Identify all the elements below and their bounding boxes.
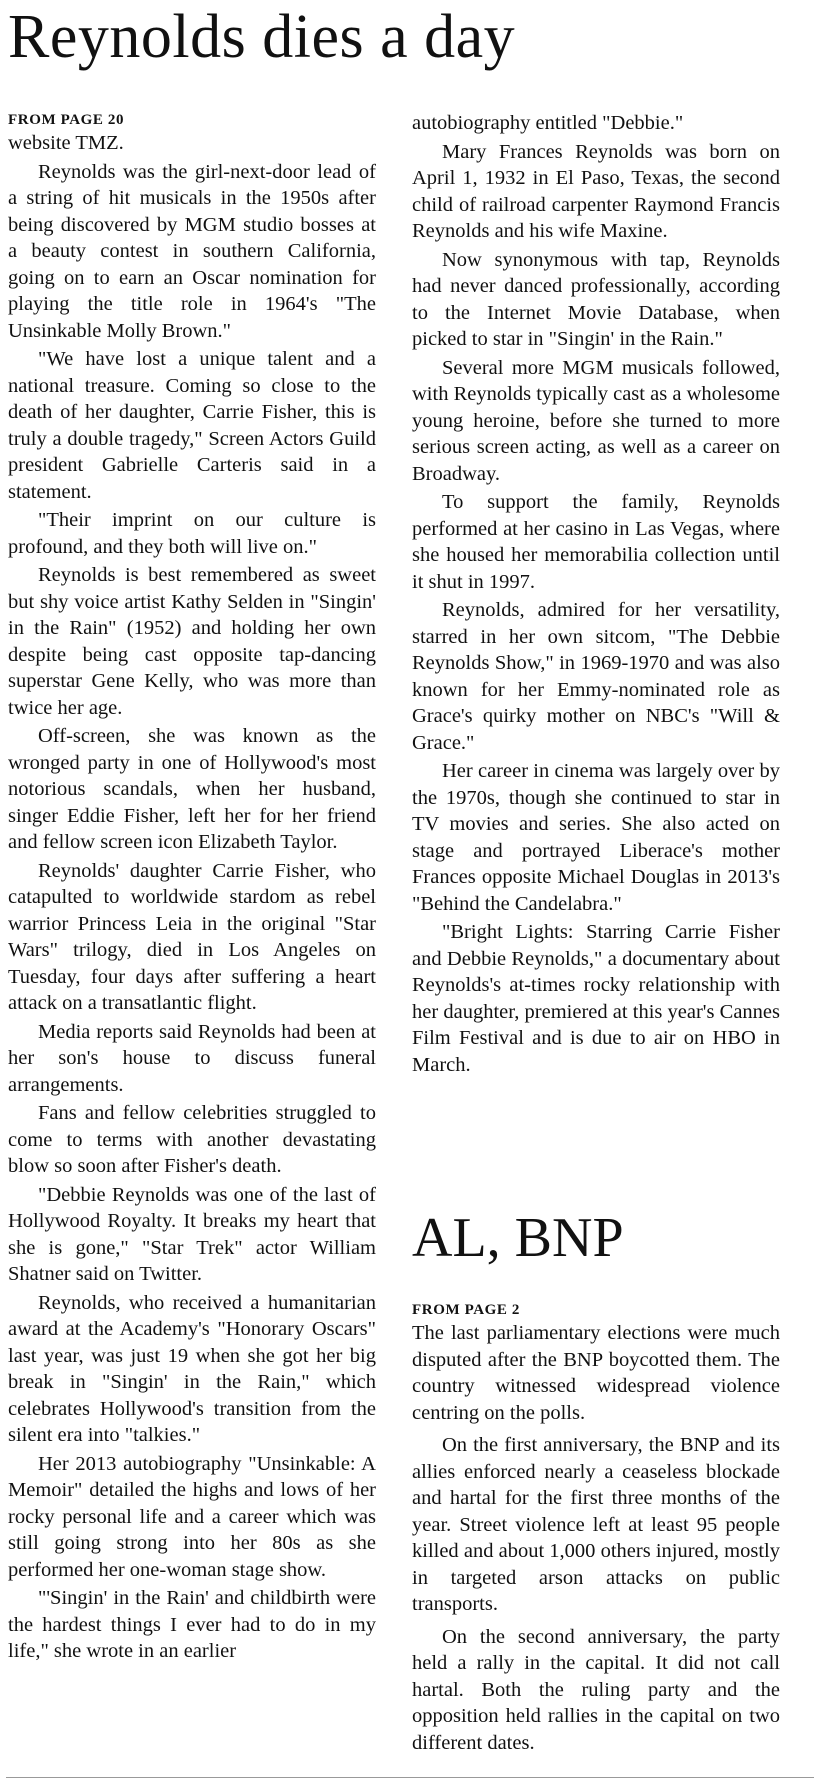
- headline-reynolds: Reynolds dies a day: [8, 3, 516, 71]
- headline-al-bnp: AL, BNP: [412, 1207, 624, 1269]
- paragraph: Reynolds' daughter Carrie Fisher, who catapulted to worldwide stardom as rebel warrior Princess Leia in the original "Star Wars" trilogy, died in Los Angeles on Tuesday, four days after suffering a heart attack on a transatlantic flight.: [8, 859, 376, 1014]
- paragraph: "Debbie Reynolds was one of the last of Hollywood Royalty. It breaks my heart that she is gone," "Star Trek" actor William Shatner said on Twitter.: [8, 1183, 376, 1285]
- paragraph: Reynolds, admired for her versatility, starred in her own sitcom, "The Debbie Reynolds Show," in 1969-1970 and was also known for her Emmy-nominated role as Grace's quirky mother on NBC's "Will & Grace.": [412, 599, 780, 754]
- paragraph: On the second anniversary, the party held a rally in the capital. It did not call hartal. Both the ruling party and the opposition held rallies in the capital on two different dates.: [412, 1625, 780, 1754]
- paragraph: autobiography entitled "Debbie.": [412, 112, 684, 134]
- paragraph: Several more MGM musicals followed, with Reynolds typically cast as a wholesome young heroine, before she turned to more serious screen acting, as well as a career on Broadway.: [412, 356, 780, 485]
- paragraph: Off-screen, she was known as the wronged party in one of Hollywood's most notorious scandals, when her husband, singer Eddie Fisher, left her for her friend and fellow screen icon Elizabeth Taylor.: [8, 725, 376, 853]
- paragraph: "Their imprint on our culture is profound, and they both will live on.": [8, 509, 376, 558]
- paragraph: On the first anniversary, the BNP and its allies enforced nearly a ceaseless blockade and hartal for the first three months of the year. Street violence left at least 95 people killed and about 1,000 others injured, mostly in targeted arson attacks on public transports.: [412, 1434, 780, 1615]
- paragraph: Mary Frances Reynolds was born on April 1, 1932 in El Paso, Texas, the second child of railroad carpenter Raymond Francis Reynolds and his wife Maxine.: [412, 140, 780, 242]
- continued-from-kicker: FROM PAGE 20: [8, 112, 125, 128]
- bottom-rule: [6, 1777, 814, 1778]
- article2-body: [412, 1320, 780, 1756]
- paragraph: "'Singin' in the Rain' and childbirth were the hardest things I ever had to do in my life," she wrote in an earlier: [8, 1587, 376, 1662]
- paragraph: Reynolds is best remembered as sweet but shy voice artist Kathy Selden in "Singin' in the Rain" (1952) and holding her own despite being cast opposite tap-dancing superstar Gene Kelly, who was more than twice her age.: [8, 564, 376, 719]
- paragraph: Media reports said Reynolds had been at her son's house to discuss funeral arrangements.: [8, 1020, 376, 1096]
- paragraph: Fans and fellow celebrities struggled to come to terms with another devastating blow so soon after Fisher's death.: [8, 1102, 376, 1177]
- paragraph: "We have lost a unique talent and a national treasure. Coming so close to the death of her daughter, Carrie Fisher, this is truly a double tragedy," Screen Actors Guild president Gabrielle Carteris said in a statement.: [8, 348, 376, 503]
- paragraph: "Bright Lights: Starring Carrie Fisher and Debbie Reynolds," a documentary about Reynolds's at-times rocky relationship with her daughter, premiered at this year's Cannes Film Festival and is due to air on HBO in March.: [412, 921, 780, 1076]
- paragraph: Now synonymous with tap, Reynolds had never danced professionally, according to the Internet Movie Database, when picked to star in "Singin' in the Rain.": [412, 248, 780, 350]
- paragraph: The last parliamentary elections were much disputed after the BNP boycotted them. The country witnessed widespread violence centring on the polls.: [412, 1322, 780, 1424]
- continued-from-kicker: FROM PAGE 2: [412, 1302, 520, 1318]
- paragraph: Her career in cinema was largely over by the 1970s, though she continued to star in TV movies and series. She also acted on stage and portrayed Liberace's mother Frances opposite Michael Douglas in 2013's "Behind the Candelabra.": [412, 760, 780, 915]
- paragraph: Her 2013 autobiography "Unsinkable: A Memoir" detailed the highs and lows of her rocky personal life and a career which was still going strong into her 80s as she performed her one-woman stage show.: [8, 1452, 376, 1581]
- paragraph: Reynolds was the girl-next-door lead of a string of hit musicals in the 1950s after being discovered by MGM studio bosses at a beauty contest in southern California, going on to earn an Oscar nomination for playing the title role in 1964's "The Unsinkable Molly Brown.": [8, 160, 376, 342]
- paragraph: To support the family, Reynolds performed at her casino in Las Vegas, where she housed her memorabilia collection until it shut in 1997.: [412, 491, 780, 593]
- article1-right-column: [412, 110, 780, 1078]
- paragraph: Reynolds, who received a humanitarian award at the Academy's "Honorary Oscars" last year, was just 19 when she got her big break in "Singin' in the Rain," which celebrates Hollywood's transition from the silent era into "talkies.": [8, 1291, 376, 1446]
- paragraph: website TMZ.: [8, 132, 124, 154]
- article1-left-column: [8, 110, 376, 1665]
- article2: [412, 1207, 780, 1756]
